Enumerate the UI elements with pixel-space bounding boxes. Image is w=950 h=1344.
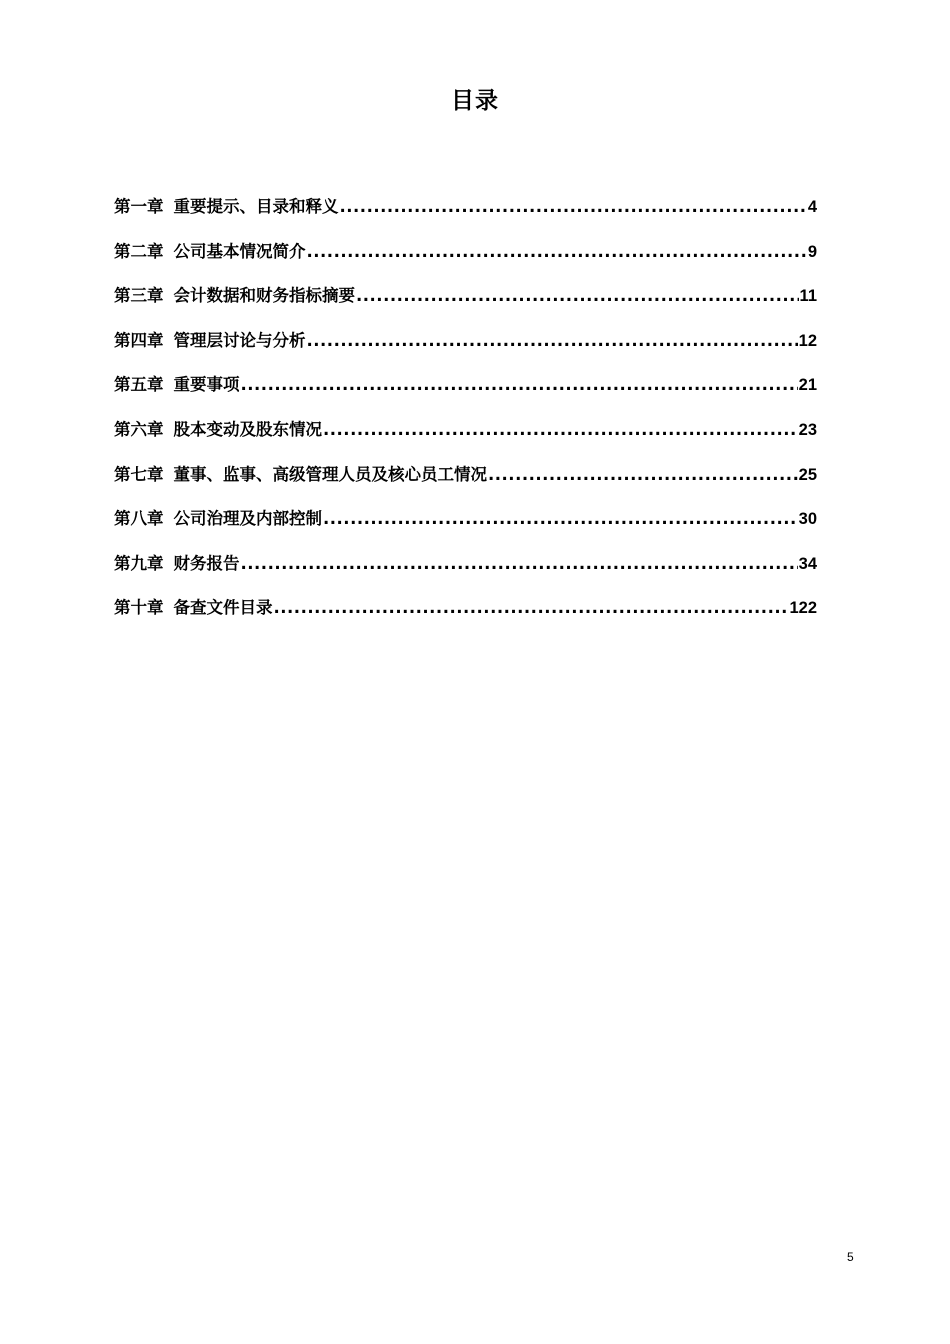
toc-chapter-number: 第二章 [114,241,164,261]
toc-dot-leader [323,509,798,528]
toc-dot-leader [323,420,798,439]
toc-chapter-number: 第四章 [114,330,164,350]
toc-chapter-title: 财务报告 [173,553,240,573]
toc-chapter-number: 第九章 [114,553,164,573]
toc-entry-4[interactable] [114,327,817,372]
toc-chapter-title: 管理层讨论与分析 [173,330,306,350]
toc-page-number: 11 [799,287,817,306]
toc-entry-8[interactable] [114,505,817,550]
toc-chapter-title: 重要事项 [173,375,240,395]
toc-chapter-number: 第七章 [114,464,164,484]
table-of-contents [114,193,817,639]
toc-page-number: 9 [807,242,817,261]
toc-chapter-title: 股本变动及股东情况 [173,419,322,439]
page-number: 5 [847,1250,854,1264]
toc-page-number: 25 [798,465,817,484]
toc-chapter-title: 备查文件目录 [173,598,273,618]
toc-dot-leader [340,197,807,216]
toc-chapter-title: 重要提示、目录和释义 [173,197,339,216]
toc-chapter-number: 第八章 [114,509,164,529]
toc-chapter-title: 董事、监事、高级管理人员及核心员工情况 [173,464,487,484]
toc-entry-6[interactable] [114,416,817,461]
toc-page-number: 122 [789,599,817,618]
toc-dot-leader [488,465,798,484]
toc-entry-5[interactable] [114,371,817,416]
toc-chapter-number: 第十章 [114,598,164,618]
toc-dot-leader [356,286,799,305]
toc-chapter-title: 会计数据和财务指标摘要 [173,286,355,306]
toc-entry-2[interactable] [114,238,817,283]
toc-chapter-number: 第三章 [114,286,164,306]
toc-dot-leader [241,554,798,573]
toc-entry-10[interactable] [114,594,817,639]
toc-entry-3[interactable] [114,282,817,327]
toc-page-number: 4 [807,198,817,216]
toc-chapter-number: 第一章 [114,197,164,216]
toc-page-number: 34 [798,554,817,573]
toc-dot-leader [307,242,807,261]
toc-page-number: 21 [798,376,817,395]
toc-page-number: 23 [798,420,817,439]
page-title: 目录 [451,88,499,114]
toc-chapter-title: 公司治理及内部控制 [173,509,322,529]
toc-chapter-number: 第六章 [114,419,164,439]
toc-page-number: 12 [798,331,817,350]
toc-dot-leader [274,598,789,617]
toc-dot-leader [241,375,798,394]
toc-dot-leader [307,331,798,350]
toc-chapter-title: 公司基本情况简介 [173,241,306,261]
toc-chapter-number: 第五章 [114,375,164,395]
toc-entry-9[interactable] [114,550,817,595]
toc-entry-7[interactable] [114,461,817,506]
toc-page-number: 30 [798,510,817,529]
toc-entry-1[interactable] [114,193,817,238]
